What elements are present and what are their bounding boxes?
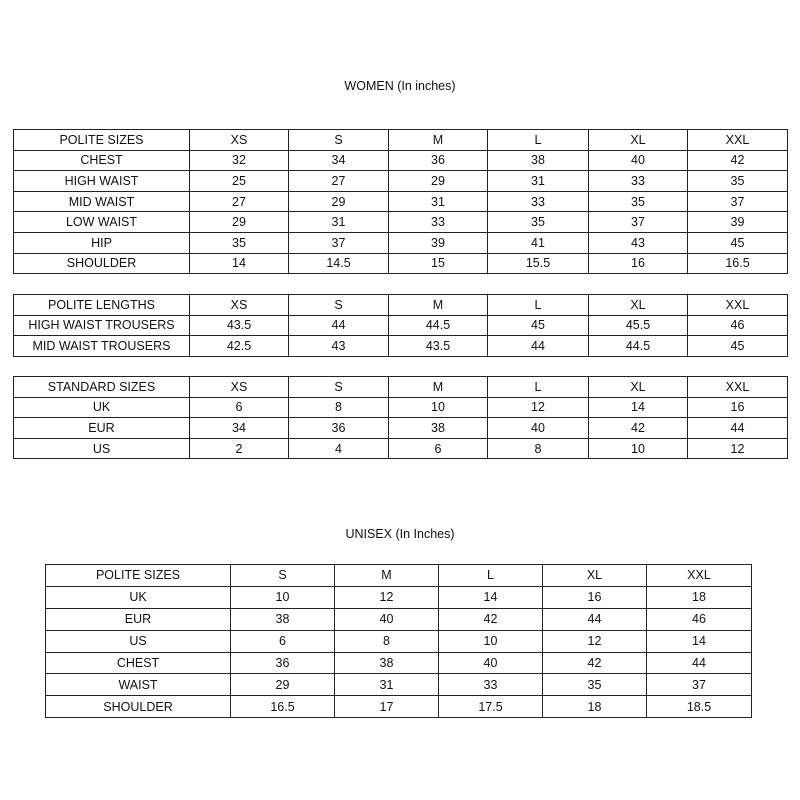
table-row: [14, 253, 788, 274]
table-cell: 43: [289, 336, 389, 357]
table-cell: 38: [335, 652, 439, 674]
table-cell: 40: [335, 608, 439, 630]
table-cell: 18: [543, 696, 647, 718]
table-cell: 37: [589, 212, 688, 233]
table-cell: 15: [389, 253, 488, 274]
row-label-cell: WAIST: [46, 674, 231, 696]
table-row: [14, 150, 788, 171]
table-row: [46, 630, 752, 652]
table-cell: 14: [647, 630, 752, 652]
size-column-header: XXL: [688, 295, 788, 316]
size-column-header: S: [289, 377, 389, 398]
table-header-cell: POLITE SIZES: [46, 565, 231, 587]
size-column-header: S: [289, 130, 389, 151]
row-label-cell: US: [46, 630, 231, 652]
table-row: [14, 171, 788, 192]
table-row: [46, 586, 752, 608]
size-column-header: XL: [543, 565, 647, 587]
table-cell: 37: [647, 674, 752, 696]
table-cell: 44: [543, 608, 647, 630]
table-cell: 36: [289, 418, 389, 439]
table-cell: 44: [289, 315, 389, 336]
size-column-header: XS: [190, 377, 289, 398]
table-header-row: [46, 565, 752, 587]
table-cell: 33: [488, 191, 589, 212]
table-cell: 10: [389, 397, 488, 418]
size-column-header: L: [488, 130, 589, 151]
table-row: [14, 397, 788, 418]
size-column-header: XS: [190, 130, 289, 151]
table-cell: 18.5: [647, 696, 752, 718]
row-label-cell: EUR: [46, 608, 231, 630]
table-cell: 27: [289, 171, 389, 192]
table-cell: 35: [589, 191, 688, 212]
table-cell: 39: [389, 232, 488, 253]
table-cell: 37: [688, 191, 788, 212]
unisex-title: UNISEX (In Inches): [345, 527, 455, 541]
table-cell: 29: [231, 674, 335, 696]
table-cell: 45: [688, 232, 788, 253]
table-row: [46, 608, 752, 630]
table-cell: 14: [439, 586, 543, 608]
table-header-row: [14, 130, 788, 151]
table-cell: 16.5: [688, 253, 788, 274]
table-cell: 12: [688, 438, 788, 459]
table-cell: 41: [488, 232, 589, 253]
table-header-row: [14, 377, 788, 398]
table-cell: 16.5: [231, 696, 335, 718]
table-cell: 16: [543, 586, 647, 608]
women-sizes-table: [13, 129, 788, 274]
size-column-header: L: [488, 377, 589, 398]
table-cell: 16: [688, 397, 788, 418]
table-cell: 31: [289, 212, 389, 233]
table-cell: 45.5: [589, 315, 688, 336]
table-cell: 15.5: [488, 253, 589, 274]
table-cell: 40: [439, 652, 543, 674]
table-row: [46, 696, 752, 718]
table-cell: 43.5: [389, 336, 488, 357]
table-cell: 31: [389, 191, 488, 212]
table-row: [14, 438, 788, 459]
table-cell: 35: [543, 674, 647, 696]
table-cell: 10: [231, 586, 335, 608]
table-header-cell: STANDARD SIZES: [14, 377, 190, 398]
size-column-header: XXL: [688, 377, 788, 398]
table-cell: 43.5: [190, 315, 289, 336]
row-label-cell: HIGH WAIST: [14, 171, 190, 192]
table-cell: 17.5: [439, 696, 543, 718]
row-label-cell: CHEST: [46, 652, 231, 674]
women-standard-sizes-table: [13, 376, 788, 459]
table-cell: 37: [289, 232, 389, 253]
table-cell: 8: [289, 397, 389, 418]
table-cell: 42: [589, 418, 688, 439]
table-cell: 29: [190, 212, 289, 233]
table-row: [46, 652, 752, 674]
table-cell: 16: [589, 253, 688, 274]
row-label-cell: US: [14, 438, 190, 459]
table-cell: 12: [543, 630, 647, 652]
size-column-header: M: [389, 295, 488, 316]
table-row: [14, 212, 788, 233]
table-cell: 36: [231, 652, 335, 674]
table-row: [14, 315, 788, 336]
size-column-header: L: [488, 295, 589, 316]
table-cell: 32: [190, 150, 289, 171]
row-label-cell: UK: [14, 397, 190, 418]
table-cell: 46: [647, 608, 752, 630]
table-cell: 29: [389, 171, 488, 192]
row-label-cell: LOW WAIST: [14, 212, 190, 233]
table-cell: 40: [488, 418, 589, 439]
table-cell: 29: [289, 191, 389, 212]
table-header-row: [14, 295, 788, 316]
table-header-cell: POLITE LENGTHS: [14, 295, 190, 316]
table-cell: 8: [335, 630, 439, 652]
table-cell: 18: [647, 586, 752, 608]
table-cell: 42: [543, 652, 647, 674]
table-cell: 10: [589, 438, 688, 459]
row-label-cell: CHEST: [14, 150, 190, 171]
table-cell: 38: [488, 150, 589, 171]
row-label-cell: MID WAIST: [14, 191, 190, 212]
table-cell: 33: [439, 674, 543, 696]
size-column-header: XXL: [647, 565, 752, 587]
table-cell: 33: [589, 171, 688, 192]
row-label-cell: UK: [46, 586, 231, 608]
table-cell: 31: [335, 674, 439, 696]
table-cell: 14.5: [289, 253, 389, 274]
women-title: WOMEN (In inches): [344, 79, 456, 93]
row-label-cell: SHOULDER: [14, 253, 190, 274]
size-column-header: S: [231, 565, 335, 587]
size-column-header: M: [389, 130, 488, 151]
table-cell: 34: [190, 418, 289, 439]
table-cell: 8: [488, 438, 589, 459]
table-cell: 44: [688, 418, 788, 439]
table-cell: 43: [589, 232, 688, 253]
table-cell: 38: [231, 608, 335, 630]
row-label-cell: SHOULDER: [46, 696, 231, 718]
table-row: [14, 418, 788, 439]
table-cell: 4: [289, 438, 389, 459]
table-cell: 17: [335, 696, 439, 718]
table-header-cell: POLITE SIZES: [14, 130, 190, 151]
table-cell: 35: [190, 232, 289, 253]
table-row: [14, 232, 788, 253]
table-cell: 6: [190, 397, 289, 418]
unisex-sizes-table: [45, 564, 752, 718]
table-cell: 12: [335, 586, 439, 608]
table-cell: 33: [389, 212, 488, 233]
table-row: [46, 674, 752, 696]
table-cell: 42: [688, 150, 788, 171]
table-cell: 44: [647, 652, 752, 674]
table-cell: 35: [488, 212, 589, 233]
table-cell: 12: [488, 397, 589, 418]
size-column-header: XS: [190, 295, 289, 316]
table-cell: 44.5: [389, 315, 488, 336]
size-column-header: S: [289, 295, 389, 316]
row-label-cell: HIGH WAIST TROUSERS: [14, 315, 190, 336]
table-cell: 44: [488, 336, 589, 357]
table-cell: 25: [190, 171, 289, 192]
table-cell: 10: [439, 630, 543, 652]
table-cell: 31: [488, 171, 589, 192]
size-column-header: L: [439, 565, 543, 587]
table-cell: 34: [289, 150, 389, 171]
women-lengths-table: [13, 294, 788, 357]
table-cell: 39: [688, 212, 788, 233]
table-cell: 42: [439, 608, 543, 630]
table-cell: 46: [688, 315, 788, 336]
size-column-header: XL: [589, 377, 688, 398]
table-cell: 2: [190, 438, 289, 459]
table-cell: 42.5: [190, 336, 289, 357]
table-cell: 38: [389, 418, 488, 439]
table-cell: 35: [688, 171, 788, 192]
table-cell: 6: [231, 630, 335, 652]
table-row: [14, 191, 788, 212]
size-column-header: XL: [589, 130, 688, 151]
table-cell: 6: [389, 438, 488, 459]
row-label-cell: MID WAIST TROUSERS: [14, 336, 190, 357]
row-label-cell: HIP: [14, 232, 190, 253]
table-cell: 44.5: [589, 336, 688, 357]
table-row: [14, 336, 788, 357]
size-column-header: M: [389, 377, 488, 398]
table-cell: 45: [688, 336, 788, 357]
table-cell: 40: [589, 150, 688, 171]
row-label-cell: EUR: [14, 418, 190, 439]
table-cell: 14: [190, 253, 289, 274]
table-cell: 14: [589, 397, 688, 418]
table-cell: 27: [190, 191, 289, 212]
table-cell: 36: [389, 150, 488, 171]
size-column-header: XXL: [688, 130, 788, 151]
size-column-header: XL: [589, 295, 688, 316]
size-column-header: M: [335, 565, 439, 587]
table-cell: 45: [488, 315, 589, 336]
